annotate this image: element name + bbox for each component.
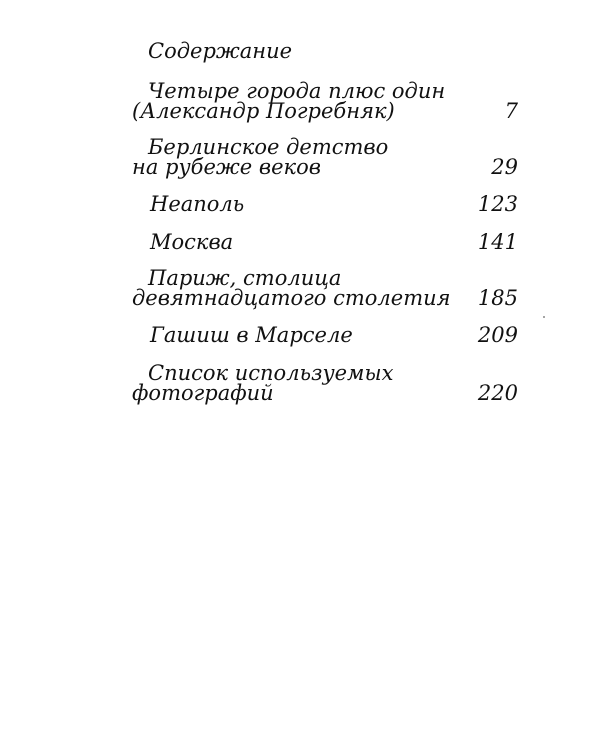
toc-entry-title-line1: Неаполь bbox=[150, 192, 245, 216]
toc-entry-page-number: 209 bbox=[477, 323, 518, 347]
toc-entry-title-line2: на рубеже веков bbox=[132, 155, 321, 179]
toc-entry-title-line2: девятнадцатого столетия bbox=[132, 286, 451, 310]
toc-entry-title-line1: Четыре города плюс один bbox=[148, 79, 446, 103]
toc-entry-title-line1: Париж, столица bbox=[148, 266, 342, 290]
toc-entry-page-number: 141 bbox=[477, 230, 518, 254]
toc-entry-page-number: 7 bbox=[504, 99, 518, 123]
toc-entry-title-line1: Москва bbox=[150, 230, 234, 254]
toc-entry-page-number: 185 bbox=[477, 286, 518, 310]
toc-entry-title-line2: фотографий bbox=[132, 381, 274, 405]
toc-entry-title-line1: Гашиш в Марселе bbox=[150, 323, 353, 347]
toc-heading: Содержание bbox=[148, 39, 293, 63]
toc-entry-page-number: 220 bbox=[477, 381, 518, 405]
toc-entry-title-line1: Список используемых bbox=[148, 361, 394, 385]
toc-entry-title-line2: (Александр Погребняк) bbox=[132, 99, 395, 123]
toc-entry-page-number: 123 bbox=[477, 192, 518, 216]
toc-entry-title-line1: Берлинское детство bbox=[148, 135, 389, 159]
scan-speck bbox=[543, 316, 545, 318]
toc-entry-page-number: 29 bbox=[491, 155, 518, 179]
